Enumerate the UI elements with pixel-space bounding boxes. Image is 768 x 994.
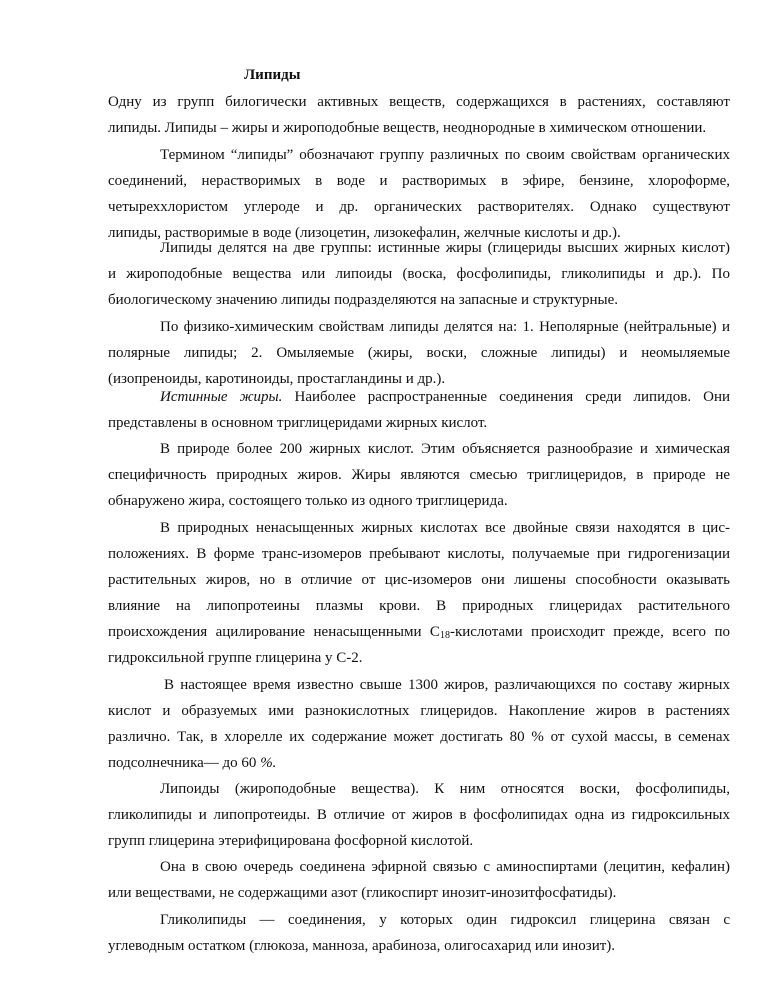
text-span: -кислотами происходит прежде, всего по [449, 624, 730, 640]
text-line: групп глицерина этерифицирована фосфорной кислотой. [108, 833, 474, 849]
text-line: (изопреноиды, каротиноиды, простагландины и др.). [108, 371, 446, 387]
text-line: гликолипиды и липопротеиды. В отличие от жиров в фосфолипидах одна из гидроксильных [108, 807, 730, 823]
document-title: Липиды [244, 67, 301, 83]
text-line: кислот и образуемых ими разнокислотных глицеридов. Накопление жиров в растениях [108, 703, 730, 719]
text-line: Липоиды (жироподобные вещества). К ним относятся воски, фосфолипиды, [160, 781, 730, 797]
text-line [108, 754, 730, 772]
text-span: подсолнечника— до 60 [108, 755, 257, 771]
text-line: различно. Так, в хлорелле их содержание может достигать 80 % от сухой массы, в семенах [108, 729, 730, 745]
text-line [160, 388, 730, 406]
text-line: или веществами, не содержащими азот (гликоспирт инозит-инозитфосфатиды). [108, 885, 617, 901]
text-line: По физико-химическим свойствам липиды делятся на: 1. Неполярные (нейтральные) и [160, 319, 730, 335]
text-line: В природных ненасыщенных жирных кислотах все двойные связи находятся в цис- [160, 520, 730, 536]
text-line: обнаружено жира, состоящего только из одного триглицерида. [108, 493, 508, 509]
text-line: четыреххлористом углероде и др. органических растворителях. Однако существуют [108, 199, 730, 215]
text-line: специфичность природных жиров. Жиры являются смесью триглицеридов, в природе не [108, 467, 730, 483]
subscript: 18 [439, 630, 450, 641]
text-line: В настоящее время известно свыше 1300 жиров, различающихся по составу жирных [164, 677, 730, 693]
text-line: Она в свою очередь соединена эфирной связью с аминоспиртами (лецитин, кефалин) [160, 859, 730, 875]
text-line: Гликолипиды — соединения, у которых один гидроксил глицерина связан с [160, 912, 730, 928]
text-line: Термином “липиды” обозначают группу различных по своим свойствам органических [160, 147, 730, 163]
text-line: представлены в основном триглицеридами жирных кислот. [108, 415, 488, 431]
text-line: липиды. Липиды – жиры и жироподобные веществ, неоднородные в химическом отношении. [108, 120, 707, 136]
text-line: Одну из групп билогически активных веществ, содержащихся в растениях, составляют [108, 94, 730, 110]
italic-text: %. [256, 755, 277, 771]
italic-heading: Истинные жиры. [160, 389, 283, 405]
text-line: биологическому значению липиды подразделяются на запасные и структурные. [108, 292, 618, 308]
text-line: положениях. В форме транс-изомеров пребывают кислоты, получаемые при гидрогенизации [108, 546, 730, 562]
text-line: Липиды делятся на две группы: истинные жиры (глицериды высших жирных кислот) [160, 240, 730, 256]
text-line: соединений, нерастворимых в воде и растворимых в эфире, бензине, хлороформе, [108, 173, 730, 189]
text-line: растительных жиров, но в отличие от цис-изомеров они лишены способности оказывать [108, 572, 730, 588]
text-line [108, 623, 730, 645]
text-line: гидроксильной группе глицерина у С-2. [108, 650, 363, 666]
text-line: влияние на липопротеины плазмы крови. В природных глицеридах растительного [108, 598, 730, 614]
text-line: липиды, растворимые в воде (лизоцетин, лизокефалин, желчные кислоты и др.). [108, 225, 621, 241]
text-line: В природе более 200 жирных кислот. Этим объясняется разнообразие и химическая [160, 441, 730, 457]
text-line: полярные липиды; 2. Омыляемые (жиры, воски, сложные липиды) и неомыляемые [108, 345, 730, 361]
text-line: углеводным остатком (глюкоза, манноза, арабиноза, олигосахарид или инозит). [108, 938, 616, 954]
text-line: и жироподобные вещества или липоиды (воска, фосфолипиды, гликолипиды и др.). По [108, 266, 730, 282]
text-span: происхождения ацилирование ненасыщенными С [108, 624, 440, 640]
text-span: Наиболее распространенные соединения среди липидов. Они [282, 389, 730, 405]
